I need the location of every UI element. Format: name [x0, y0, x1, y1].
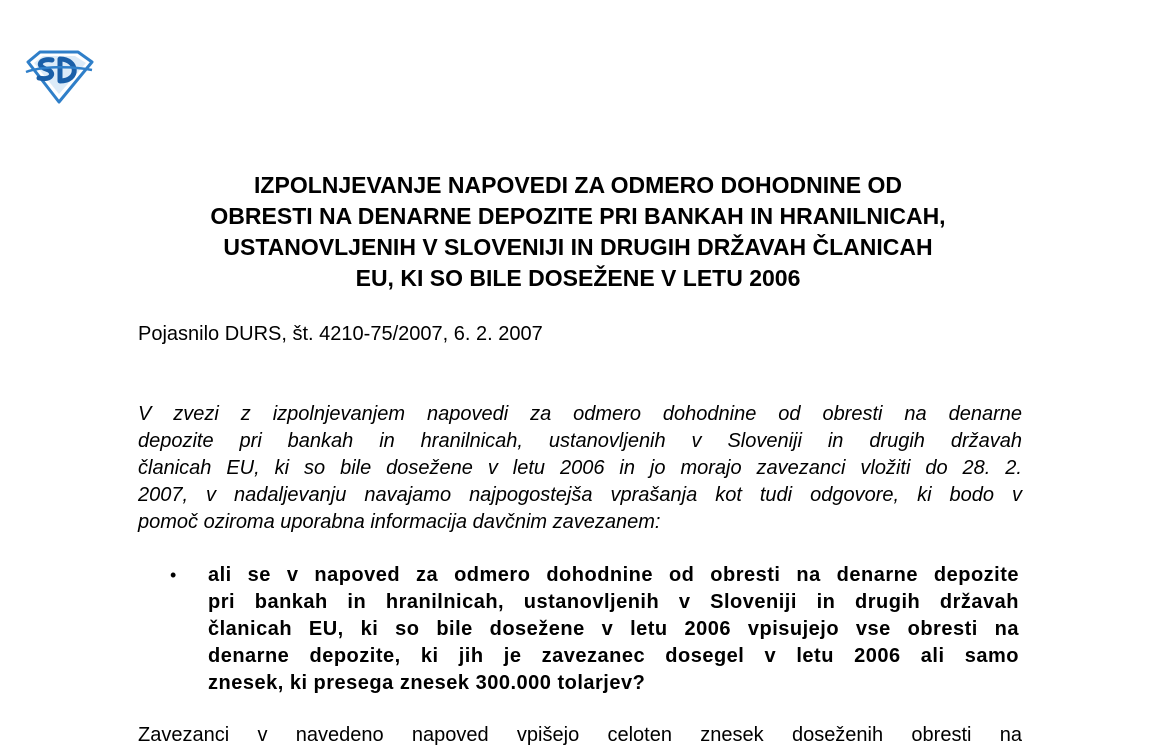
sd-logo-icon	[22, 48, 96, 104]
intro-line-4: 2007, v nadaljevanju navajamo najpogostejša vprašanja kot tudi odgovore, ki bodo v	[138, 484, 1022, 506]
title-line-2: OBRESTI NA DENARNE DEPOZITE PRI BANKAH IN HRANILNICAH,	[210, 203, 946, 229]
intro-line-3: članicah EU, ki so bile dosežene v letu 2006 in jo morajo zavezanci vložiti do 28. 2.	[138, 457, 1022, 479]
intro-line-1: V zvezi z izpolnjevanjem napovedi za odmero dohodnine od obresti na denarne	[138, 403, 1022, 425]
answer-line-1: Zavezanci v navedeno napoved vpišejo celoten znesek doseženih obresti na	[138, 724, 1022, 746]
question-line-5: znesek, ki presega znesek 300.000 tolarjev?	[208, 672, 646, 694]
title-line-1: IZPOLNJEVANJE NAPOVEDI ZA ODMERO DOHODNINE OD	[254, 172, 902, 198]
question-line-2: pri bankah in hranilnicah, ustanovljenih v Sloveniji in drugih državah	[208, 591, 1019, 613]
intro-paragraph	[138, 401, 1022, 536]
question-line-3: članicah EU, ki so bile dosežene v letu 2006 vpisujejo vse obresti na	[208, 618, 1019, 640]
document-reference: Pojasnilo DURS, št. 4210-75/2007, 6. 2. 2007	[138, 323, 543, 345]
intro-line-2: depozite pri bankah in hranilnicah, ustanovljenih v Sloveniji in drugih državah	[138, 430, 1022, 452]
question-line-4: denarne depozite, ki jih je zavezanec dosegel v letu 2006 ali samo	[208, 645, 1019, 667]
question-text	[208, 562, 1019, 697]
bullet-icon: •	[170, 565, 177, 585]
title-line-3: USTANOVLJENIH V SLOVENIJI IN DRUGIH DRŽAVAH ČLANICAH	[223, 234, 933, 260]
answer-paragraph	[138, 722, 1022, 749]
title-line-4: EU, KI SO BILE DOSEŽENE V LETU 2006	[355, 265, 801, 291]
question-line-1: ali se v napoved za odmero dohodnine od obresti na denarne depozite	[208, 564, 1019, 586]
intro-line-5: pomoč oziroma uporabna informacija davčnim zavezanem:	[138, 511, 661, 533]
document-title	[128, 170, 1028, 294]
